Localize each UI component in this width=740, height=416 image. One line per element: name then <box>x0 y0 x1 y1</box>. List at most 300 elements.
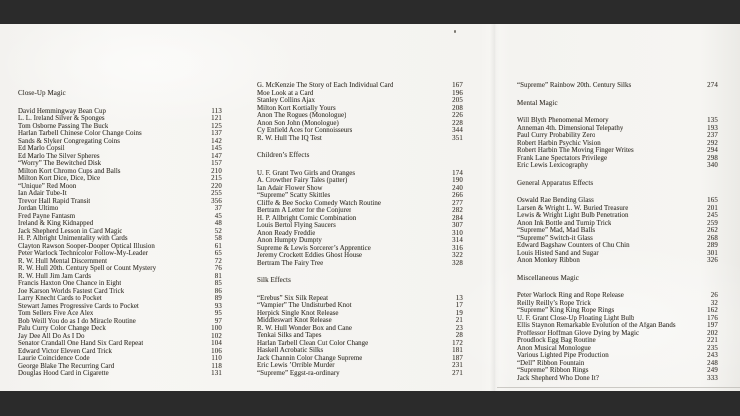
entry-title: Tom Osborne Passing The Buck <box>18 122 109 130</box>
entry-page-number: 81 <box>214 272 222 280</box>
entry-block <box>18 108 222 378</box>
entry-page-number: 340 <box>707 162 718 169</box>
entry-page-number: 231 <box>452 362 463 369</box>
entry-page-number: 220 <box>211 182 222 190</box>
entry-page-number: 106 <box>211 347 222 355</box>
section-heading: Silk Effects <box>257 276 291 284</box>
index-entry <box>257 295 463 303</box>
index-entry <box>517 117 718 125</box>
entry-title: Moe Look at a Card <box>257 89 314 97</box>
entry-title: Cy Enfield Aces for Connoisseurs <box>257 127 353 134</box>
entry-page-number: 37 <box>214 205 222 212</box>
entry-title: Edward Bagshaw Counters of Chu Chin <box>517 242 630 249</box>
index-entry <box>517 197 718 205</box>
index-entry <box>257 192 463 200</box>
entry-title: Ireland & King Kidnapped <box>18 220 94 227</box>
index-entry <box>257 252 463 260</box>
index-entry <box>517 315 718 323</box>
entry-page-number: 89 <box>214 295 222 302</box>
index-entry <box>18 198 222 206</box>
entry-title: “Supreme” Rainbow 20th. Century Silks <box>517 82 632 89</box>
index-entry <box>257 340 463 348</box>
entry-title: Anon Ink Bottle and Turnip Trick <box>517 219 612 227</box>
entry-page-number: 248 <box>707 359 718 367</box>
entry-title: Eric Lewis ’Orrible Murder <box>257 362 335 369</box>
entry-page-number: 147 <box>211 152 222 160</box>
entry-title: “Unique” Red Moon <box>18 182 77 190</box>
index-entry <box>517 205 718 213</box>
entry-title: Ellis Staynon Remarkable Evolution of the Afgan Bands <box>517 322 676 329</box>
index-entry <box>517 162 718 170</box>
index-entry <box>257 347 463 355</box>
section-heading: Children’s Effects <box>257 151 310 159</box>
entry-title: Paul Curry Probability Zero <box>517 132 596 139</box>
entry-page-number: 274 <box>707 82 718 89</box>
entry-page-number: 176 <box>707 314 718 322</box>
entry-title: Frank Lane Spectators Privilege <box>517 154 608 162</box>
index-entry <box>257 135 463 143</box>
entry-page-number: 48 <box>214 220 222 227</box>
entry-page-number: 13 <box>455 294 463 302</box>
entry-title: Ian Adair Tube-It <box>18 190 67 197</box>
entry-title: Supreme & Lewis Sorcerer’s Apprentice <box>257 244 371 252</box>
index-entry <box>257 105 463 113</box>
entry-block <box>257 82 463 142</box>
section-heading: Miscellaneous Magic <box>517 273 579 282</box>
entry-page-number: 157 <box>211 160 222 167</box>
index-entry <box>257 127 463 135</box>
entry-page-number: 215 <box>211 175 222 182</box>
entry-title: Middleswart Knot Release <box>257 317 332 324</box>
index-entry <box>257 82 463 90</box>
entry-page-number: 298 <box>707 154 718 162</box>
entry-page-number: 221 <box>707 337 718 344</box>
index-column-left <box>18 80 222 378</box>
entry-page-number: 328 <box>452 259 463 267</box>
index-entry <box>517 367 718 375</box>
entry-page-number: 125 <box>211 122 222 130</box>
entry-title: R. W. Hull The IQ Test <box>257 134 322 142</box>
index-entry <box>18 280 222 288</box>
index-entry <box>257 317 463 325</box>
entry-page-number: 243 <box>707 352 718 359</box>
entry-title: Edward Victor Eleven Card Trick <box>18 347 113 355</box>
index-entry <box>18 265 222 273</box>
entry-title: Ed Marlo Copsil <box>18 145 65 152</box>
index-entry <box>18 325 222 333</box>
entry-page-number: 137 <box>211 130 222 137</box>
entry-page-number: 282 <box>452 207 463 214</box>
entry-title: Peter Warlock Technicolor Follow-My-Leader <box>18 250 148 257</box>
entry-page-number: 72 <box>214 257 222 265</box>
index-entry <box>18 258 222 266</box>
entry-block <box>517 292 718 382</box>
entry-page-number: 289 <box>707 242 718 249</box>
index-entry <box>517 345 718 353</box>
index-entry <box>257 302 463 310</box>
index-entry <box>517 250 718 258</box>
index-entry <box>18 318 222 326</box>
entry-title: Clayton Rawson Sooper-Dooper Optical Illusion <box>18 242 155 250</box>
entry-title: Peter Warlock Ring and Rope Release <box>517 292 624 299</box>
entry-title: “Supreme” Eggst-ra-ordinary <box>257 369 340 377</box>
index-entry <box>517 212 718 220</box>
index-entry <box>517 125 718 133</box>
index-entry <box>18 228 222 236</box>
entry-title: “Supreme” Mad, Mad Balls <box>517 227 596 234</box>
book-page-spread <box>0 24 740 391</box>
entry-title: David Hemmingway Bean Cup <box>18 107 106 115</box>
entry-page-number: 26 <box>710 292 718 299</box>
entry-title: Oswald Rae Bending Glass <box>517 197 594 204</box>
entry-page-number: 208 <box>452 104 463 112</box>
entry-page-number: 65 <box>214 250 222 257</box>
index-entry <box>257 215 463 223</box>
entry-title: Louis Histed Sand and Sugar <box>517 249 599 257</box>
entry-page-number: 102 <box>211 332 222 340</box>
index-column-right <box>517 82 718 382</box>
entry-title: Proudlock Egg Bag Routine <box>517 337 596 344</box>
entry-page-number: 240 <box>452 184 463 192</box>
entry-title: U. F. Grant Two Girls and Oranges <box>257 169 356 177</box>
entry-title: Palu Curry Color Change Deck <box>18 325 106 332</box>
entry-page-number: 23 <box>455 324 463 332</box>
index-entry <box>18 348 222 356</box>
entry-page-number: 110 <box>211 355 222 362</box>
index-entry <box>517 82 718 90</box>
entry-page-number: 86 <box>214 287 222 295</box>
entry-title: Larsen & Wright L. W. Buried Treasure <box>517 204 629 212</box>
entry-title: Anon Humpty Dumpty <box>257 237 322 244</box>
letterbox-top <box>0 0 740 24</box>
index-entry <box>257 177 463 185</box>
entry-page-number: 259 <box>707 219 718 227</box>
letterbox-bottom <box>0 391 740 416</box>
entry-page-number: 181 <box>452 347 463 354</box>
entry-title: “Erebus” Six Silk Repeat <box>257 294 329 302</box>
index-entry <box>18 138 222 146</box>
index-entry <box>18 108 222 116</box>
entry-title: R. W. Hull 20th. Century Spell or Count Mystery <box>18 265 157 272</box>
index-entry <box>18 130 222 138</box>
entry-page-number: 113 <box>211 107 222 115</box>
entry-page-number: 262 <box>707 227 718 234</box>
index-entry <box>257 362 463 370</box>
entry-page-number: 100 <box>211 325 222 332</box>
index-entry <box>18 288 222 296</box>
entry-page-number: 351 <box>452 134 463 142</box>
entry-title: Jack Shepherd Lesson in Card Magic <box>18 227 123 235</box>
entry-title: H. P. Allbright Comic Combination <box>257 214 357 222</box>
entry-title: Cliffe & Bee Socko Comedy Watch Routine <box>257 199 382 207</box>
index-entry <box>18 295 222 303</box>
entry-page-number: 356 <box>211 197 222 205</box>
entry-page-number: 266 <box>452 192 463 199</box>
entry-page-number: 202 <box>707 329 718 337</box>
page-edge-shadow <box>497 387 740 388</box>
index-entry <box>257 207 463 215</box>
entry-block <box>517 197 718 265</box>
index-entry <box>517 235 718 243</box>
index-entry <box>18 205 222 213</box>
index-entry <box>18 303 222 311</box>
entry-page-number: 228 <box>452 119 463 127</box>
index-entry <box>517 132 718 140</box>
entry-block <box>257 295 463 378</box>
entry-page-number: 21 <box>455 317 463 324</box>
index-entry <box>257 200 463 208</box>
entry-title: Stewart James Progressive Cards to Pocket <box>18 302 139 310</box>
entry-title: “Supreme” Scatty Skittles <box>257 192 331 199</box>
entry-page-number: 333 <box>707 374 718 382</box>
index-entry <box>257 120 463 128</box>
entry-title: Laurie Coincidence Code <box>18 355 90 362</box>
entry-title: H. P. Albright Unimentality with Cards <box>18 235 128 242</box>
index-entry <box>517 330 718 338</box>
entry-page-number: 58 <box>214 235 222 242</box>
index-entry <box>517 292 718 300</box>
entry-title: Jay Dee All Do As I Do <box>18 332 85 340</box>
entry-page-number: 277 <box>452 199 463 207</box>
index-entry <box>517 322 718 330</box>
entry-page-number: 131 <box>211 370 222 377</box>
index-entry <box>257 112 463 120</box>
entry-page-number: 294 <box>707 147 718 154</box>
index-entry <box>18 363 222 371</box>
entry-title: Stanley Collins Ajax <box>257 97 316 104</box>
section-heading: Close-Up Magic <box>18 89 66 97</box>
entry-title: Harlan Tarbell Clean Cut Color Change <box>257 339 369 347</box>
entry-title: Fred Payne Fantasm <box>18 212 76 220</box>
index-entry <box>18 340 222 348</box>
entry-title: Anon Son John (Monologue) <box>257 119 339 127</box>
index-entry <box>257 90 463 98</box>
index-entry <box>18 273 222 281</box>
entry-page-number: 174 <box>452 169 463 177</box>
entry-page-number: 85 <box>214 280 222 287</box>
entry-page-number: 326 <box>707 257 718 264</box>
index-entry <box>517 375 718 383</box>
index-entry <box>257 222 463 230</box>
entry-title: G. McKenzie The Story of Each Individual Card <box>257 82 394 89</box>
index-entry <box>257 325 463 333</box>
index-entry <box>18 243 222 251</box>
entry-title: Ian Adair Flower Show <box>257 184 323 192</box>
index-entry <box>18 183 222 191</box>
entry-title: Anneman 4th. Dimensional Telepathy <box>517 124 624 132</box>
index-entry <box>18 355 222 363</box>
entry-page-number: 307 <box>452 222 463 229</box>
index-entry <box>517 227 718 235</box>
entry-title: George Blake The Recurring Card <box>18 362 115 370</box>
entry-title: “Worry” The Bewitched Disk <box>18 160 102 167</box>
entry-page-number: 76 <box>214 265 222 272</box>
entry-page-number: 104 <box>211 340 222 347</box>
entry-page-number: 314 <box>452 237 463 244</box>
entry-title: Milton Kort Kortially Yours <box>257 104 336 112</box>
index-entry <box>257 332 463 340</box>
entry-page-number: 172 <box>452 339 463 347</box>
index-entry <box>18 213 222 221</box>
entry-page-number: 226 <box>452 112 463 119</box>
index-entry <box>257 355 463 363</box>
entry-title: Proffessor Hoffman Glove Dying by Magic <box>517 329 640 337</box>
entry-page-number: 245 <box>707 212 718 219</box>
entry-title: A. Crowther Fairy Tales (patter) <box>257 177 348 184</box>
index-entry <box>257 310 463 318</box>
entry-page-number: 32 <box>710 299 718 307</box>
entry-title: “Supreme” King King Rope Rings <box>517 307 615 314</box>
entry-title: Ed Marlo The Silver Spheres <box>18 152 100 160</box>
entry-title: Tenkai Silks and Tapes <box>257 332 322 339</box>
entry-page-number: 97 <box>214 317 222 325</box>
index-entry <box>18 153 222 161</box>
entry-page-number: 322 <box>452 252 463 259</box>
entry-title: Lewis & Wright Light Bulb Penetration <box>517 212 629 219</box>
entry-title: Bertram A Letter for the Conjurer <box>257 207 352 214</box>
entry-title: Milton Kort Chromo Cups and Balls <box>18 167 121 175</box>
entry-title: Harlan Tarbell Chinese Color Change Coins <box>18 130 142 137</box>
entry-title: Jack Channin Color Change Supreme <box>257 354 363 362</box>
entry-title: Francis Haxton One Chance in Eight <box>18 280 122 287</box>
entry-page-number: 205 <box>452 97 463 104</box>
entry-page-number: 292 <box>707 139 718 147</box>
entry-page-number: 310 <box>452 229 463 237</box>
index-entry <box>257 97 463 105</box>
index-entry <box>517 242 718 250</box>
index-entry <box>18 168 222 176</box>
entry-title: L. L. Ireland Silver & Sponges <box>18 115 105 122</box>
index-entry <box>257 230 463 238</box>
entry-title: “Dell” Ribbon Fountain <box>517 359 585 367</box>
entry-title: Larry Knecht Cards to Pocket <box>18 295 102 302</box>
entry-title: Will Blyth Phenomenal Memory <box>517 117 609 124</box>
entry-title: R. W. Hull Jim Jam Cards <box>18 272 91 280</box>
scan-speck <box>454 30 456 33</box>
entry-title: Various Lighted Pipe Production <box>517 352 609 359</box>
entry-title: “Supreme” Ribbon Rings <box>517 367 589 374</box>
entry-title: Joe Karson Worlds Fastest Card Trick <box>18 287 125 295</box>
entry-title: Anon Ready Freddie <box>257 229 316 237</box>
index-entry <box>257 237 463 245</box>
entry-page-number: 316 <box>452 244 463 252</box>
index-entry <box>517 147 718 155</box>
index-entry <box>18 370 222 378</box>
entry-title: Herpick Single Knot Release <box>257 309 339 317</box>
index-entry <box>18 175 222 183</box>
index-entry <box>257 170 463 178</box>
index-entry <box>517 300 718 308</box>
index-entry <box>517 140 718 148</box>
entry-title: Jordan Ultimo <box>18 205 59 212</box>
index-entry <box>18 220 222 228</box>
entry-page-number: 52 <box>214 227 222 235</box>
page-seam <box>490 24 500 391</box>
entry-title: Trevor Hall Rapid Transit <box>18 197 91 205</box>
entry-page-number: 237 <box>707 132 718 139</box>
section-heading: General Apparatus Effects <box>517 178 594 187</box>
entry-page-number: 193 <box>707 124 718 132</box>
index-entry <box>257 370 463 378</box>
entry-page-number: 95 <box>214 310 222 317</box>
index-entry <box>517 257 718 265</box>
entry-title: Anon The Rogues (Monologue) <box>257 112 347 119</box>
index-entry <box>18 160 222 168</box>
entry-page-number: 235 <box>707 344 718 352</box>
entry-title: Haskell Acrobatic Silks <box>257 347 324 354</box>
entry-title: Sands & Slyker Congregating Coins <box>18 137 120 145</box>
entry-title: Douglas Hood Card in Cigarette <box>18 370 109 377</box>
entry-title: Bertram The Fairy Tree <box>257 259 324 267</box>
entry-title: Reilly Reilly’s Rope Trick <box>517 299 591 307</box>
index-entry <box>18 250 222 258</box>
entry-page-number: 201 <box>707 204 718 212</box>
entry-title: Tom Sellers Five Ace Alex <box>18 310 94 317</box>
index-entry <box>18 123 222 131</box>
entry-page-number: 210 <box>211 167 222 175</box>
index-column-middle <box>257 82 463 377</box>
entry-page-number: 45 <box>214 212 222 220</box>
index-entry <box>257 245 463 253</box>
entry-page-number: 197 <box>707 322 718 329</box>
entry-title: R. W. Hull Mental Discernment <box>18 257 108 265</box>
entry-page-number: 344 <box>452 127 463 134</box>
index-entry <box>18 235 222 243</box>
section-heading: Mental Magic <box>517 98 558 107</box>
index-entry <box>18 115 222 123</box>
entry-page-number: 187 <box>452 354 463 362</box>
entry-title: “Vampier” The Undisturbed Knot <box>257 302 352 309</box>
index-entry <box>18 333 222 341</box>
index-entry <box>18 190 222 198</box>
index-entry <box>257 185 463 193</box>
entry-page-number: 196 <box>452 89 463 97</box>
entry-title: Jeremy Crockett Eddies Ghost House <box>257 252 363 259</box>
entry-page-number: 255 <box>211 190 222 197</box>
entry-page-number: 118 <box>211 362 222 370</box>
entry-page-number: 268 <box>707 234 718 242</box>
entry-title: Milton Kort Dice, Dice, Dice <box>18 175 101 182</box>
entry-page-number: 249 <box>707 367 718 374</box>
entry-page-number: 19 <box>455 309 463 317</box>
entry-page-number: 61 <box>214 242 222 250</box>
entry-page-number: 165 <box>707 197 718 204</box>
entry-page-number: 142 <box>211 137 222 145</box>
entry-page-number: 93 <box>214 302 222 310</box>
entry-title: Robert Harbin Psychic Vision <box>517 139 601 147</box>
entry-title: Bob Weill You do as I do Miracle Routine <box>18 317 136 325</box>
entry-page-number: 190 <box>452 177 463 184</box>
entry-title: Louis Bertol Flying Saucers <box>257 222 336 229</box>
index-entry <box>517 337 718 345</box>
entry-title: R. W. Hull Wonder Box and Cane <box>257 324 352 332</box>
entry-title: Eric Lewis Lexicography <box>517 162 589 169</box>
entry-title: U. F. Grant Close-Up Floating Light Bulb <box>517 314 635 322</box>
entry-block <box>517 117 718 170</box>
entry-page-number: 145 <box>211 145 222 152</box>
entry-block <box>517 82 718 90</box>
entry-page-number: 135 <box>707 117 718 124</box>
index-entry <box>517 307 718 315</box>
entry-title: Anon Musical Monologue <box>517 344 591 352</box>
entry-page-number: 28 <box>455 332 463 339</box>
index-entry <box>517 352 718 360</box>
entry-page-number: 271 <box>452 369 463 377</box>
index-entry <box>18 310 222 318</box>
entry-block <box>257 170 463 268</box>
entry-title: Senator Crandall One Hand Six Card Repeat <box>18 340 144 347</box>
entry-page-number: 284 <box>452 214 463 222</box>
